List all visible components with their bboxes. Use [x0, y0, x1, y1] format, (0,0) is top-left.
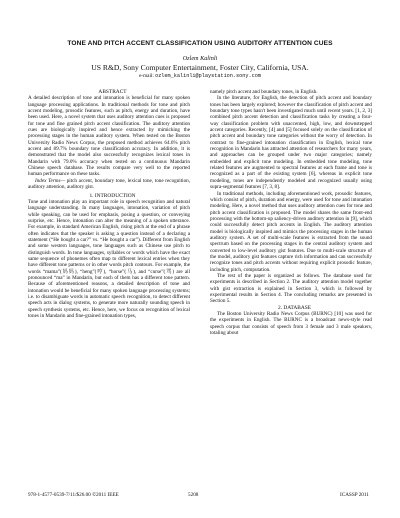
author-email-line: [0, 73, 400, 79]
left-column: [28, 89, 190, 319]
paper-title: TONE AND PITCH ACCENT CLASSIFICATION USING AUDITORY ATTENTION CUES: [67, 40, 333, 47]
author-affiliation: US R&D, Sony Computer Entertainment, Foster City, California, USA.: [91, 63, 309, 72]
right-para-2: In the literature, for English, the detection of pitch accent and boundary tones has been largely explored; however the classification of pitch accent and boundary tone types hasn't been investigated much until recent years. [1, 2, 3] combined pitch accent detection and classification tasks by creating a four-way classification problem with unaccented, high, low, and downstepped accent categories. Recently, [4] and [5] focused solely on the classification of pitch accent and boundary tone categories without the worry of detection. In contrast to fine-grained intonation classification in English, lexical tone recognition in Mandarin has attracted attention of researchers for many years, and approaches can be grouped under two major categories; namely embedded and explicit tone modeling. In embedded tone modeling, tone related features are augmented to spectral features at each frame and tone is recognized as a part of the existing system [6], whereas in explicit tone modeling, tones are independently modeled and recognized usually using supra-segmental features [7, 3, 8].: [210, 95, 372, 191]
intro-text: Tone and intonation play an important role in speech recognition and natural language understanding. In many languages, intonation, variation of pitch while speaking, can be used for emphasis, posing a question, or conveying surprise, etc. Hence, intonation can alter the meaning of a spoken utterance. For example, in standard American English, rising pitch at the end of a phrase often indicates that the speaker is asking a question instead of a declaring a statement (“He bought a car?” vs. “He bought a car”). Different from English and some western languages, tone languages such as Chinese use pitch to distinguish words. In tone languages, syllables or words which have the exact same sequence of phonemes often map to different lexical entries when they have different tone patterns or in other words pitch contours. For example, the words “mama”(妈妈), “heng”(哼), “horse”(马), and “curse”(骂) are all pronounced “ma” in Mandarin, but each of them has a different tone pattern. Because of aforementioned reasons, a detailed description of tone and intonation would be beneficial for many spoken language processing systems; i.e. to disambiguate words in automatic speech recognition, to detect different speech acts in dialog systems, to generate more naturally sounding speech in speech synthesis systems, etc. Hence, here, we focus on recognition of lexical tones in Mandarin and fine-grained intonation types,: [28, 198, 190, 320]
database-heading: 2. DATABASE: [277, 304, 312, 311]
footer-page-number: 5208: [188, 492, 199, 498]
right-para-3: In traditional methods, including aforementioned work, prosodic features, which consist of pitch, duration and energy, were used for tone and intonation modeling. Here, a novel method that uses auditory attention cues for tone and pitch accent classification is proposed. The model shares the same front-end processing with the bottom-up saliency-driven auditory attention in [9], which could successfully detect pitch accents in English. The auditory attention model is biologically inspired and mimics the processing stages in the human auditory system. A set of multi-scale features is extracted from the sound spectrum based on the processing stages in the central auditory system and converted to low-level auditory gist features. Due to multi-scale structure of the model, auditory gist features capture rich information and can successfully recognize tones and pitch accents without requiring explicit prosodic feature, including pitch, computation.: [210, 190, 372, 273]
index-terms: [28, 178, 190, 191]
abstract-heading: ABSTRACT: [98, 89, 127, 95]
index-terms-text: pitch accent, boundary tone, lexical tone, tone recognition, auditory attention, auditory gist.: [28, 177, 190, 191]
abstract-text: A detailed description of tone and intonation is beneficial for many spoken language processing applications. In traditional methods for tone and pitch accent modeling, prosodic features, such as pitch, energy and duration, have been used. Here, a novel system that uses auditory attention cues is proposed for tone and fine grained pitch accent classification. The auditory attention cues are biologically inspired and hence extracted by mimicking the processing stages in the human auditory system. When tested on the Boston University Radio News Corpus, the proposed method achieves 64.6% pitch accent and 89.7% boundary tone classification accuracy. In addition, it is demonstrated that the model also successfully recognizes lexical tones in Mandarin with 79.0% accuracy when tested on a continuous Mandarin Chinese speech database. The results compare very well to the reported human performance on these tasks.: [28, 95, 190, 178]
right-para-5: The Boston University Radio News Corpus (BURNC) [10] was used for the experiments in English. The BURNC is a broadcast news-style read speech corpus that consists of speech from 3 female and 3 male speakers, totaling about: [210, 311, 372, 337]
intro-heading: 1. INTRODUCTION: [89, 192, 136, 199]
right-column: [210, 89, 372, 336]
index-terms-label: Index Terms—: [35, 177, 66, 184]
right-para-1: namely pitch accent and boundary tones, in English.: [210, 89, 318, 95]
author-name: Ozlem Kalinli: [182, 55, 218, 62]
footer-conference: ICASSP 2011: [340, 492, 369, 498]
email-address: ozlem_kalinli@playstation.sony.com: [155, 73, 261, 79]
right-para-4: The rest of the paper is organized as follows. The database used for experiments is described in Section 2. The auditory attention model together with gist extraction is explained in Section 3, which is followed by experimental results in Section 4. The concluding remarks are presented in Section 5.: [210, 272, 372, 305]
footer-isbn: 978-1-4577-0539-7/11/$26.00 ©2011 IEEE: [28, 492, 119, 498]
email-label: e-mail:: [139, 73, 154, 79]
